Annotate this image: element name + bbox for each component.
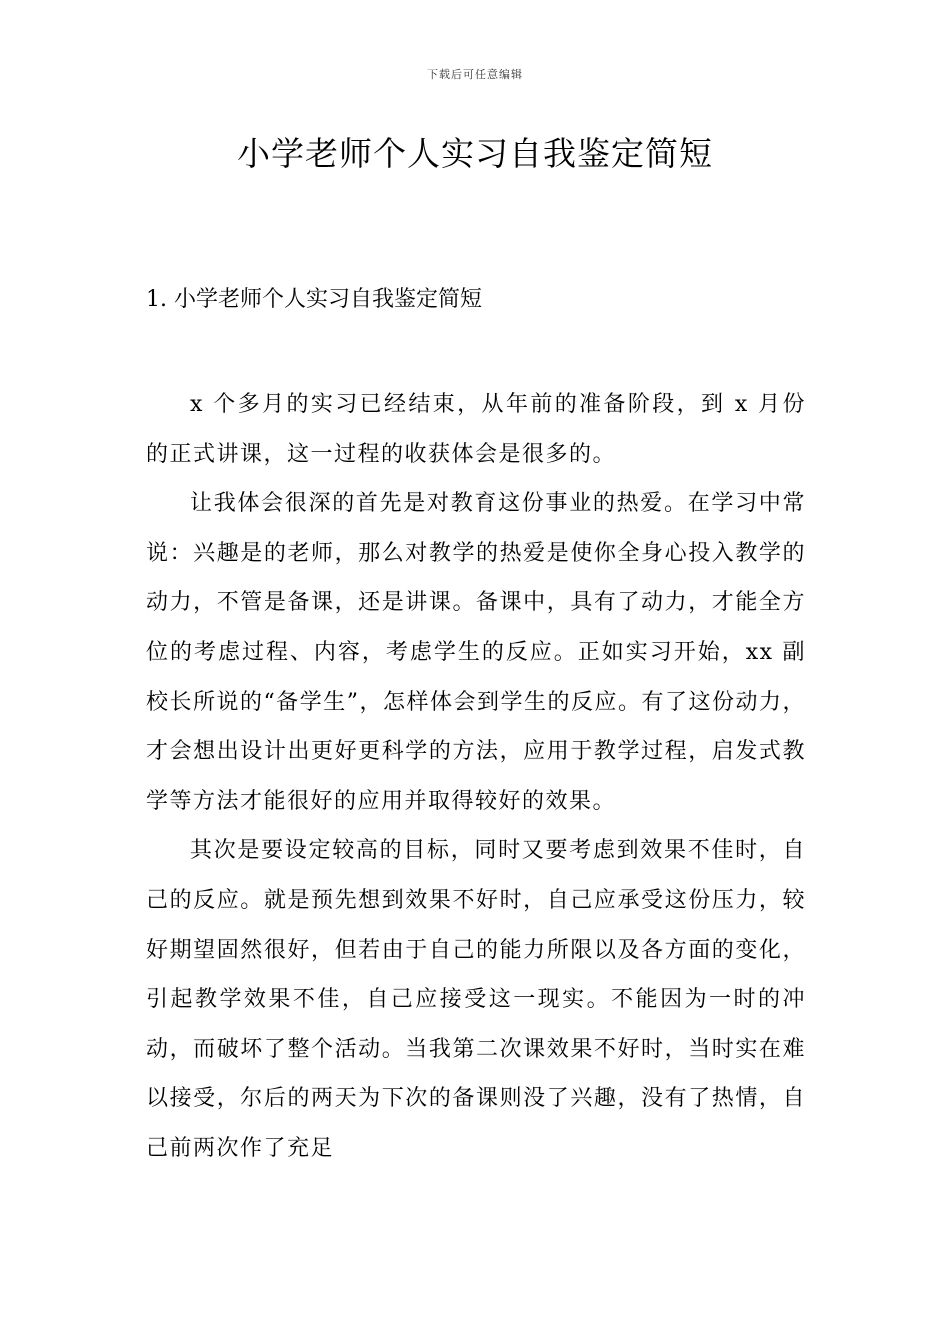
header-note: 下载后可任意编辑 xyxy=(427,68,523,81)
document-body xyxy=(146,380,806,1174)
paragraph: x 个多月的实习已经结束，从年前的准备阶段，到 x 月份的正式讲课，这一过程的收获体会是很多的。 xyxy=(146,392,806,467)
paragraph: 让我体会很深的首先是对教育这份事业的热爱。在学习中常说：兴趣是的老师，那么对教学的热爱是使你全身心投入教学的动力，不管是备课，还是讲课。备课中，具有了动力，才能全方位的考虑过程、内容，考虑学生的反应。正如实习开始，xx 副校长所说的“备学生”，怎样体会到学生的反应。有了这份动力，才会想出设计出更好更科学的方法，应用于教学过程，启发式教学等方法才能很好的应用并取得较好的效果。 xyxy=(146,491,806,814)
paragraph: 其次是要设定较高的目标，同时又要考虑到效果不佳时，自己的反应。就是预先想到效果不好时，自己应承受这份压力，较好期望固然很好，但若由于自己的能力所限以及各方面的变化，引起教学效果不佳，自己应接受这一现实。不能因为一时的冲动，而破坏了整个活动。当我第二次课效果不好时，当时实在难以接受，尔后的两天为下次的备课则没了兴趣，没有了热情，自己前两次作了充足 xyxy=(146,838,806,1161)
document-title: 小学老师个人实习自我鉴定简短 xyxy=(237,134,713,173)
section-heading: 1. 小学老师个人实习自我鉴定简短 xyxy=(146,287,482,312)
